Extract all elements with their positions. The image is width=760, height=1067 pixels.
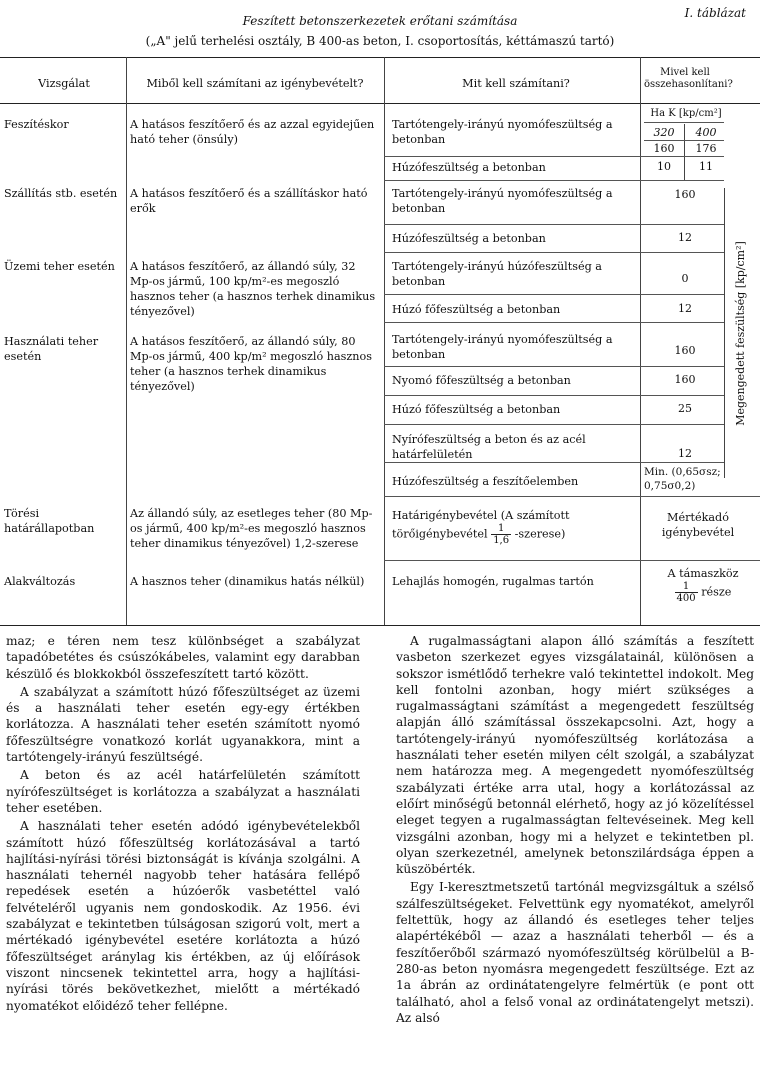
r2a-mit: Tartótengely-irányú nyomófeszültség a betonban xyxy=(392,187,613,215)
header-mivel: Mivel kell összehasonlítani? xyxy=(644,67,733,90)
r3-end-rule xyxy=(384,322,724,323)
r4-sub-rule-2 xyxy=(384,395,724,396)
r5-mit-text-b: -szerese) xyxy=(514,527,566,541)
r6-mibol: A hasznos teher (dinamikus hatás nélkül) xyxy=(130,575,365,588)
side-label-text: Megengedett feszültség [kp/cm²] xyxy=(733,240,747,426)
r4-vizsgalat: Használati teher esetén xyxy=(4,335,99,363)
r5-vizsgalat: Törési határállapotban xyxy=(4,507,95,535)
r2-mibol: A hatásos feszítőerő és a szállításkor ható erők xyxy=(130,187,368,215)
r5-mibol: Az állandó súly, az esetleges teher (80 Mp-os jármű, 400 kp/m²-es megoszló hasznos teher dinamikus tényezővel) 1,2-szerese xyxy=(130,507,373,550)
r4b-value: 160 xyxy=(674,373,696,386)
right-paragraph-1: A rugalmasságtani alapon álló számítás a feszített vasbeton szerkezet egyes vizsgálatainál, különösen a sokszor ismétlődő terhekre való tekintettel indokolt. Meg kell fontolni azonban, hogy miért szükséges a rugalmasságtani számítást a megengedett feszültség alapján álló számítással összekapcsolni. Azt, hogy a tartótengely-irányú nyomófeszültség korlátozása a használati teher esetén milyen célt szolgál, a szabályzat nem határozza meg. A megengedett nyomófeszültség szabályzati értéke arra utal, hogy a korlátozással az előírt minőségű betonnál elérhető, hogy az jó közelítéssel eleget tegyen a rugalmasságtan feltevéseinek. Meg kell vizsgálni azonban, hogy mi a helyzet e tekintetben pl. olyan szerkezetnél, amelynek betonszilárdsága éppen a küszöbérték. xyxy=(396,634,754,877)
body-right-column xyxy=(396,633,754,1028)
r5-fraction-denominator: 1,6 xyxy=(493,535,510,546)
r6-fraction xyxy=(675,581,698,604)
r4a-value: 160 xyxy=(674,344,696,357)
r6-fraction-denominator: 400 xyxy=(676,593,696,604)
r5-end-rule xyxy=(384,560,760,561)
r2b-value: 12 xyxy=(678,231,692,244)
r1-k1: 320 xyxy=(653,126,675,139)
r6-fraction-numerator: 1 xyxy=(675,581,698,593)
r3a-value: 0 xyxy=(681,272,689,285)
r2b-mit: Húzófeszültség a betonban xyxy=(392,232,546,245)
header-bottom-rule xyxy=(0,103,760,104)
r1a-value-400: 176 xyxy=(695,142,717,155)
r2-sub-rule xyxy=(384,224,724,225)
r4b-mit: Nyomó főfeszültség a betonban xyxy=(392,374,571,387)
r1b-value-400: 11 xyxy=(699,160,713,173)
right-paragraph-2: Egy I-keresztmetszetű tartónál megvizsgáltuk a szélső szálfeszültségeket. Felvettünk egy nyomatékot, amelyről feltettük, hogy az állandó és esetleges teher teljes alapértékéből — azaz a használati teherből — és a feszítőerőből származó nyomófeszültség körülbelül a B-280-as beton nyomásra megengedett feszültsége. Ezt az 1a ábrán az ordinátatengelyre felmértük (e pont ott található, ahol a felső vonal az ordinátatengelyt metszi). Az alsó xyxy=(396,880,754,1025)
header-vizsgalat: Vizsgálat xyxy=(38,77,90,90)
r5-mit xyxy=(392,508,640,546)
header-mibol: Miből kell számítani az igénybevételt? xyxy=(146,77,364,90)
r1-sub-rule xyxy=(384,156,724,157)
r1-vizsgalat: Feszítéskor xyxy=(4,118,69,131)
allowed-stress-side-label xyxy=(725,188,755,478)
r1-k2: 400 xyxy=(695,126,717,139)
r5-fraction-numerator: 1 xyxy=(491,523,511,535)
table-top-rule xyxy=(0,57,760,58)
r2a-value: 160 xyxy=(674,188,696,201)
header-mit: Mit kell számítani? xyxy=(462,77,570,90)
r1b-value-320: 10 xyxy=(657,160,671,173)
r4e-value: Min. (0,65σsz; 0,75σ0,2) xyxy=(644,466,721,492)
r5-mivel: Mértékadó igénybevétel xyxy=(661,511,735,539)
r1b-mit: Húzófeszültség a betonban xyxy=(392,161,546,174)
r1a-value-320: 160 xyxy=(653,142,675,155)
r3a-mit: Tartótengely-irányú húzófeszültség a betonban xyxy=(392,260,602,288)
col-divider-2 xyxy=(384,57,385,625)
r6-mivel xyxy=(648,566,758,604)
r4d-mit: Nyírófeszültség a beton és az acél határfelületén xyxy=(392,433,586,461)
r6-vizsgalat: Alakváltozás xyxy=(4,575,76,588)
r1-k-rule xyxy=(644,140,724,141)
table-bottom-rule xyxy=(0,625,760,626)
r4d-value: 12 xyxy=(678,447,692,460)
r3-vizsgalat: Üzemi teher esetén xyxy=(4,260,115,273)
r4-end-rule xyxy=(384,496,760,497)
r4-sub-rule-4 xyxy=(384,462,724,463)
table-title: Feszített betonszerkezetek erőtani számítása xyxy=(242,14,518,28)
r6-mivel-text-b: része xyxy=(701,585,732,599)
r3-sub-rule xyxy=(384,294,724,295)
body-left-column xyxy=(6,633,360,1016)
r4c-mit: Húzó főfeszültség a betonban xyxy=(392,403,561,416)
r4e-mit: Húzófeszültség a feszítőelemben xyxy=(392,475,579,488)
r1-ha-k-rule xyxy=(644,122,724,123)
left-paragraph-4: A használati teher esetén adódó igénybevételekből számított húzó főfeszültség korlátozásával a tartó hajlítási-nyírási törési biztonságát is kívánja szolgálni. A használati tehernél nagyobb teher hatására fellépő repedések esetén a húzóerők vasbetéttel való felvételéről ugyanis nem gondoskodik. Az 1956. évi szabályzat e tekintetben túlságosan szigorú volt, mert a mértékadó igénybevétel esetére korlátozta a húzó főfeszültséget aránylag kis értékben, az új előírások viszont nincsenek tekintettel arra, hogy a hajlítási-nyírási törés bekövetkezhet, mielőtt a mértékadó nyomatékot előidéző teher fellépne. xyxy=(6,819,360,1013)
r4-mibol: A hatásos feszítőerő, az állandó súly, 80 Mp-os jármű, 400 kp/m² megoszló hasznos teher (a hasznos terhek dinamikus tényezővel) xyxy=(130,335,372,393)
r4-sub-rule-1 xyxy=(384,366,724,367)
r1-end-rule xyxy=(384,180,724,181)
col-divider-3 xyxy=(640,57,641,625)
r3b-value: 12 xyxy=(678,302,692,315)
r3-mibol: A hatásos feszítőerő, az állandó súly, 32 Mp-os jármű, 100 kp/m²-es megoszló hasznos teher (a hasznos terhek dinamikus tényezővel) xyxy=(130,260,376,318)
left-paragraph-2: A szabályzat a számított húzó főfeszültséget az üzemi és a használati teher esetén egy-egy értékben korlátozza. A használati teher esetén számított nyomó főfeszültségre vonatkozó korlát ugyanakkora, mint a tartótengely-irányú feszültségé. xyxy=(6,684,360,765)
left-paragraph-3: A beton és az acél határfelületén számított nyírófeszültséget is korlátozza a szabályzat a használati teher esetében. xyxy=(6,768,360,815)
col-divider-1 xyxy=(126,57,127,625)
table-subtitle: („A" jelű terhelési osztály, B 400-as beton, I. csoportosítás, kéttámaszú tartó) xyxy=(145,34,615,48)
r1-ha-k-label: Ha K [kp/cm²] xyxy=(650,108,722,119)
r5-fraction xyxy=(491,523,511,546)
r3b-mit: Húzó főfeszültség a betonban xyxy=(392,303,561,316)
r1-mibol: A hatásos feszítőerő és az azzal egyidejűen ható teher (önsúly) xyxy=(130,118,375,146)
r4a-mit: Tartótengely-irányú nyomófeszültség a betonban xyxy=(392,333,613,361)
r4-sub-rule-3 xyxy=(384,424,724,425)
r2-end-rule xyxy=(384,252,724,253)
r4c-value: 25 xyxy=(678,402,692,415)
r1-k-divider xyxy=(684,124,685,180)
r1a-mit: Tartótengely-irányú nyomófeszültség a betonban xyxy=(392,118,613,146)
r5-mit-text-a: Határigénybevétel (A számított törőigénybevétel xyxy=(392,509,570,541)
r6-mit: Lehajlás homogén, rugalmas tartón xyxy=(392,575,594,588)
left-paragraph-1: maz; e téren nem tesz különbséget a szabályzat tapadóbetétes és csúszókábeles, valamint egy darabban készülő és blokkokból összefeszített tartó között. xyxy=(6,634,360,681)
r6-mivel-text-a: A támaszköz xyxy=(667,567,739,580)
r2-vizsgalat: Szállítás stb. esetén xyxy=(4,187,118,200)
table-number: I. táblázat xyxy=(684,6,746,20)
